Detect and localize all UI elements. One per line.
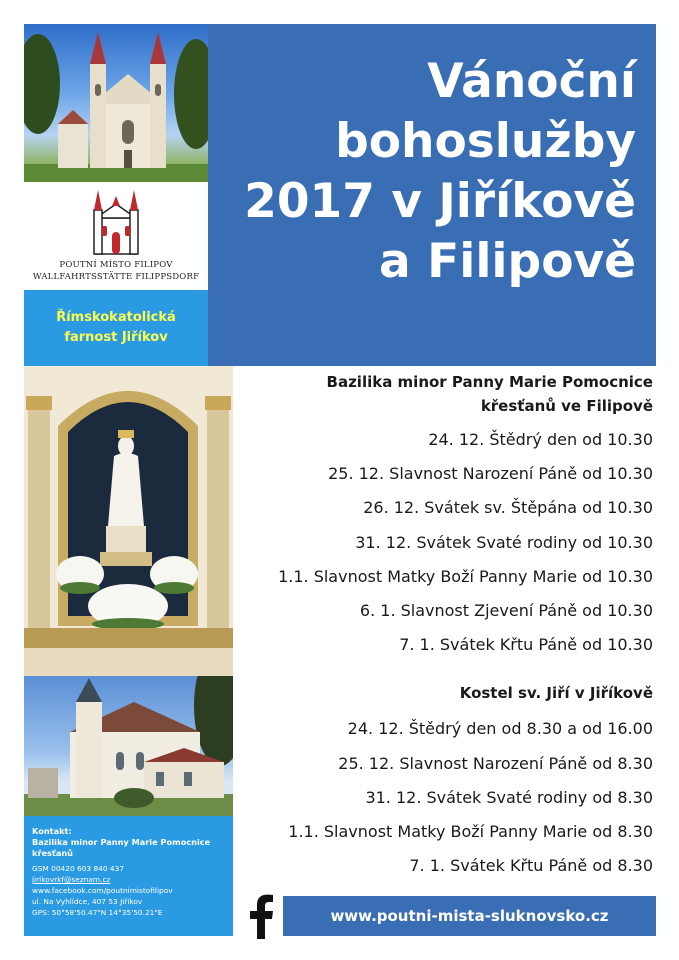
schedule-item: 1.1. Slavnost Matky Boží Panny Marie od 8.30: [288, 822, 653, 841]
schedule-item: 31. 12. Svátek Svaté rodiny od 8.30: [365, 788, 653, 807]
schedule-item: 24. 12. Štědrý den od 8.30 a od 16.00: [347, 719, 653, 738]
contact-org-line-1: Bazilika minor Panny Marie Pomocnice: [32, 837, 211, 847]
contact-heading: Kontakt:: [32, 826, 72, 836]
schedule-item: 7. 1. Svátek Křtu Páně od 10.30: [399, 635, 653, 654]
church-logo-icon: [88, 188, 144, 256]
section1-heading-line-1: Bazilika minor Panny Marie Pomocnice: [326, 373, 653, 391]
schedule-item: 1.1. Slavnost Matky Boží Panny Marie od 10.30: [278, 567, 653, 586]
contact-gps: GPS: 50°58'50.47"N 14°35'50.21"E: [32, 908, 163, 917]
schedule-item: 25. 12. Slavnost Narození Páně od 10.30: [328, 464, 653, 483]
contact-phone: GSM 00420 603 840 437: [32, 864, 125, 873]
altar-photo: [24, 366, 233, 676]
church-jirikov-image: [24, 676, 233, 816]
website-link[interactable]: www.poutni-mista-sluknovsko.cz: [330, 907, 609, 925]
schedule-item: 25. 12. Slavnost Narození Páně od 8.30: [338, 754, 653, 773]
logo-line-1: POUTNÍ MÍSTO FILIPOV: [59, 260, 173, 270]
section1-heading-line-2: křesťanů ve Filipově: [480, 397, 653, 415]
website-bar[interactable]: [283, 896, 656, 936]
parish-box: [24, 290, 208, 366]
schedule-item: 7. 1. Svátek Křtu Páně od 8.30: [409, 856, 653, 875]
logo-box: [24, 182, 208, 290]
main-title: Vánoční bohoslužby 2017 v Jiříkově a Filipově: [244, 54, 636, 289]
title-box: [208, 24, 656, 366]
schedule-item: 6. 1. Slavnost Zjevení Páně od 10.30: [359, 601, 653, 620]
logo-line-2: WALLFAHRTSSTÄTTE FILIPPSDORF: [32, 272, 200, 282]
contact-org-line-2: křesťanů: [32, 848, 74, 858]
contact-box: [24, 816, 233, 936]
parish-name: Římskokatolická farnost Jiříkov: [56, 310, 176, 345]
contact-address: ul. Na Vyhlídce, 407 53 Jiříkov: [32, 897, 143, 906]
section2-heading: Kostel sv. Jiří v Jiříkově: [459, 684, 653, 702]
contact-facebook-link[interactable]: www.facebook.com/poutnimistofilipov: [32, 886, 173, 895]
facebook-icon[interactable]: [248, 893, 274, 939]
contact-email-link[interactable]: jirikovrkf@seznam.cz: [32, 875, 111, 884]
schedule-item: 31. 12. Svátek Svaté rodiny od 10.30: [355, 533, 653, 552]
church-photo: [24, 24, 208, 182]
altar-image: [24, 366, 233, 676]
schedule-item: 26. 12. Svátek sv. Štěpána od 10.30: [363, 498, 653, 517]
schedule-item: 24. 12. Štědrý den od 10.30: [428, 430, 653, 449]
basilica-image: [24, 24, 208, 182]
church-jirikov-photo: [24, 676, 233, 816]
